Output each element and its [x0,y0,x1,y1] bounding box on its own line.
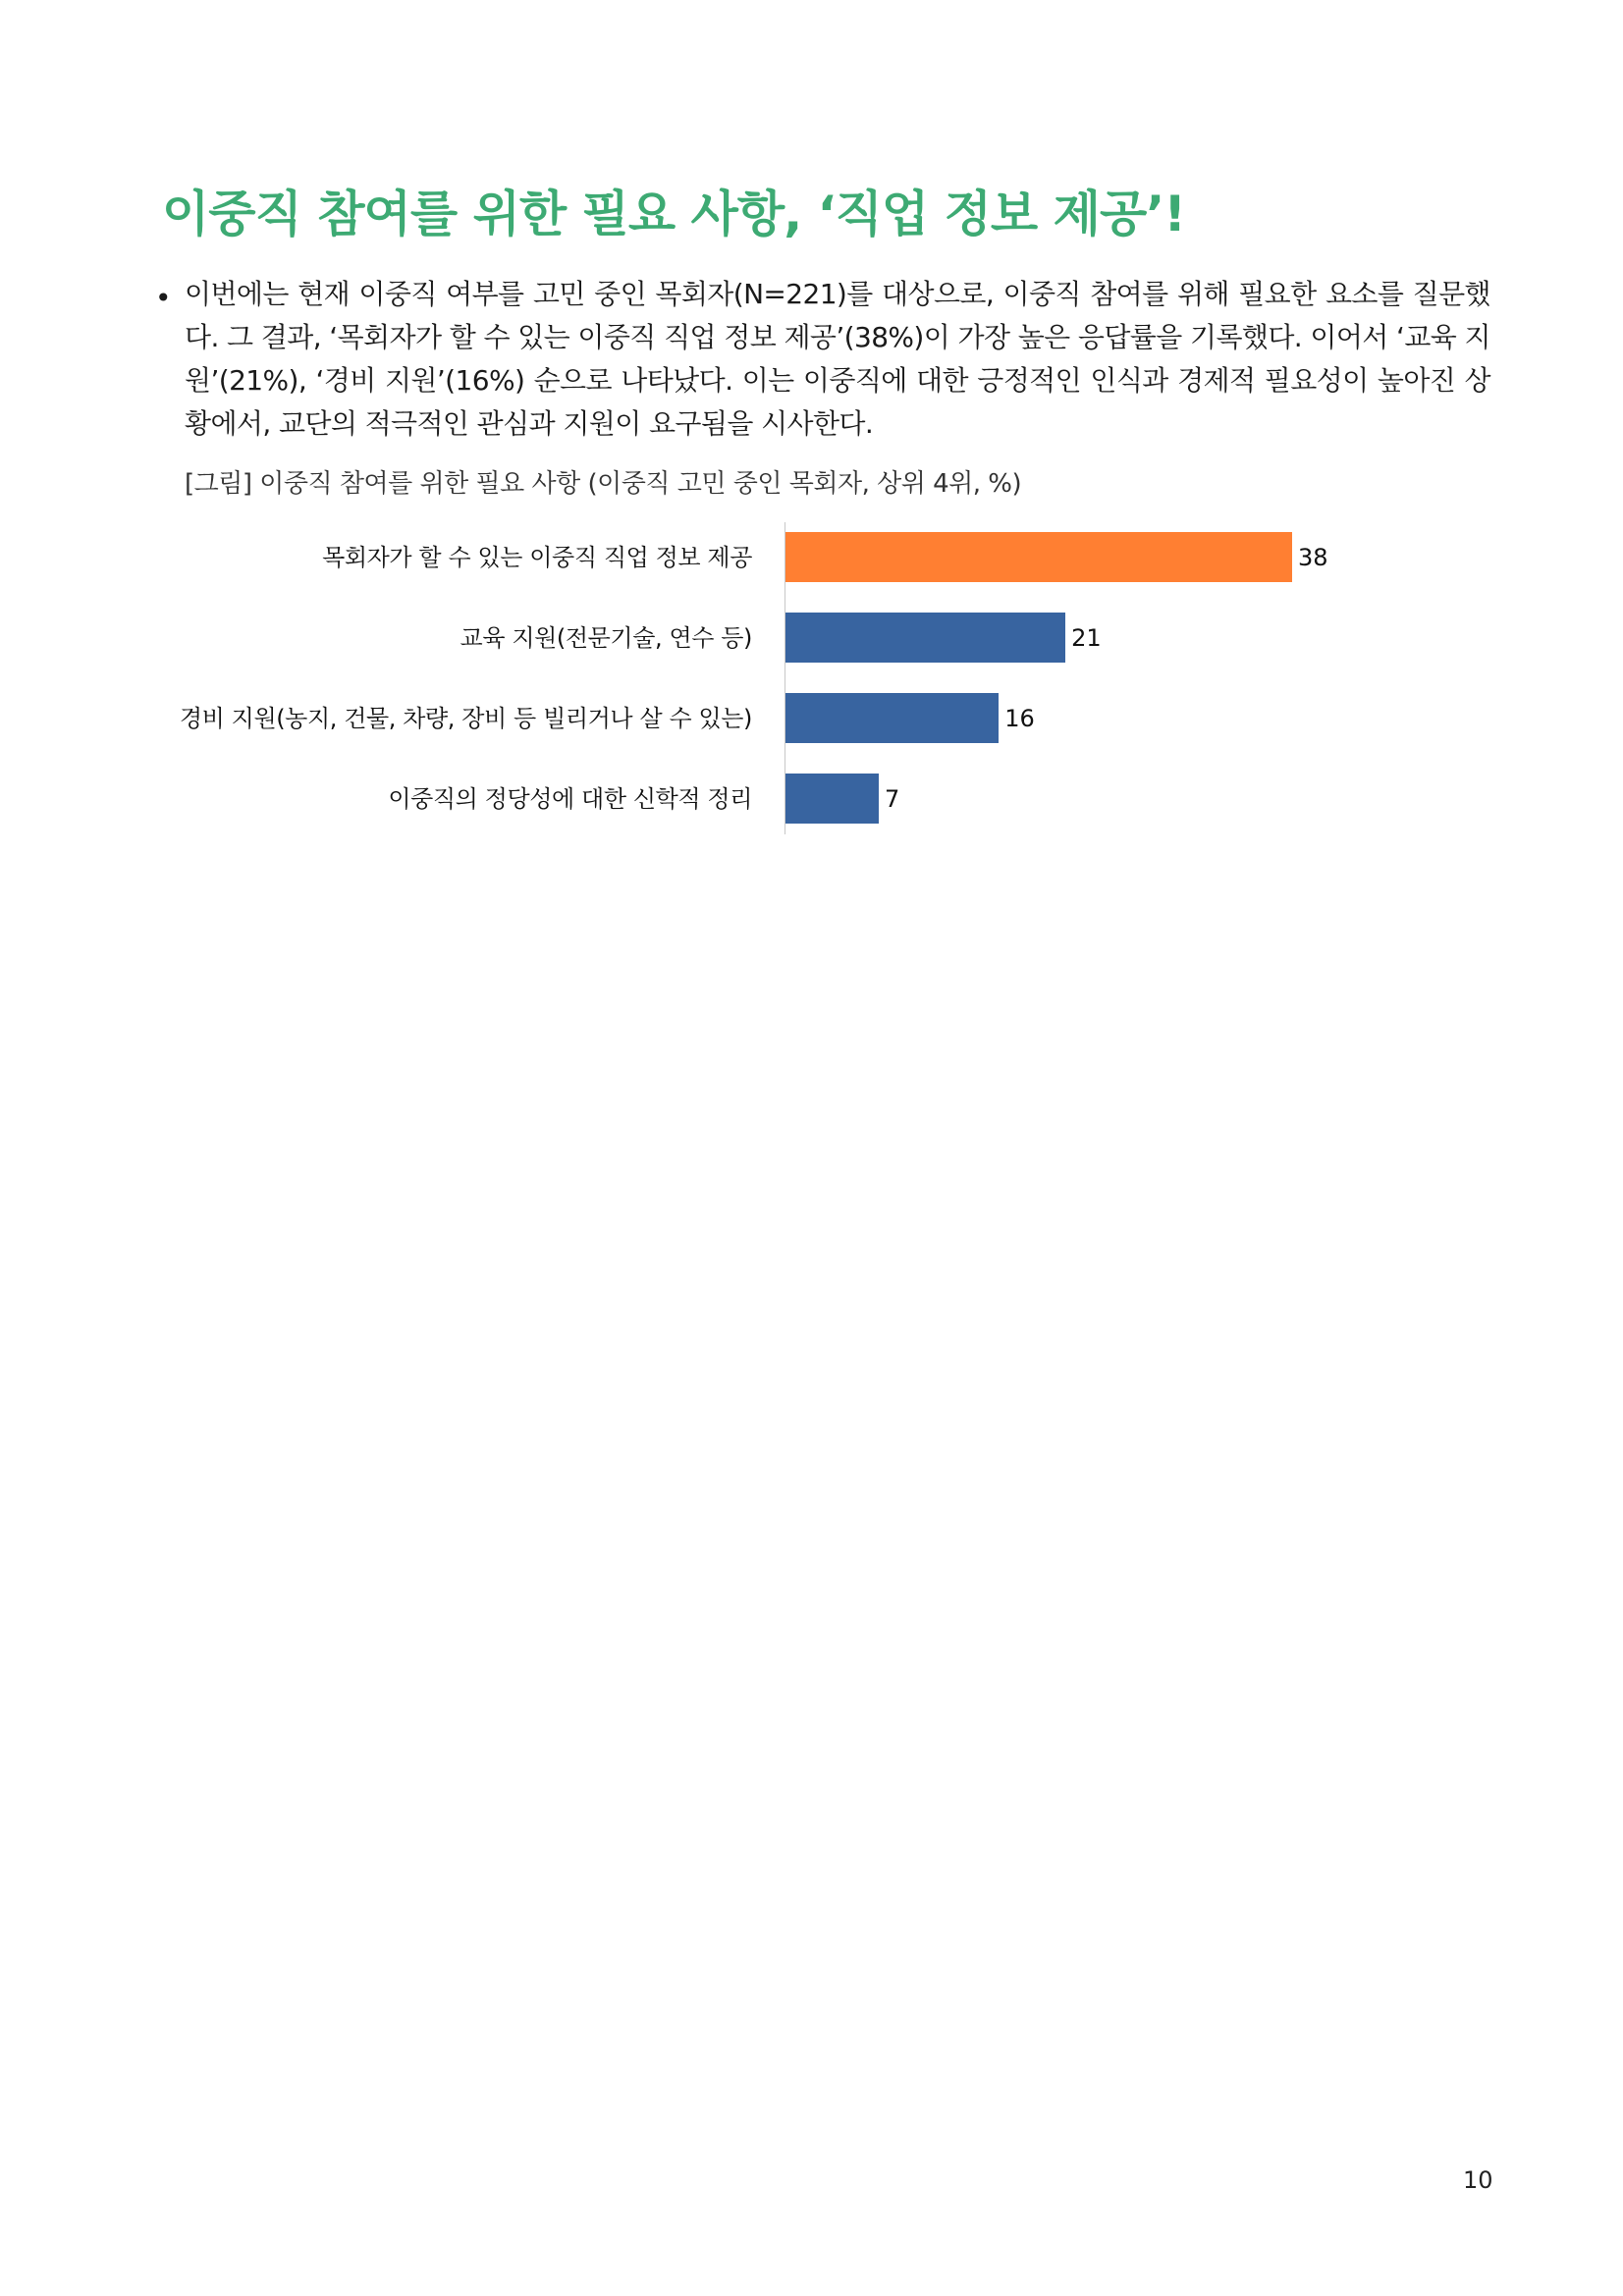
bar-value-label: 16 [1004,704,1035,732]
bar-value-label: 7 [885,784,900,813]
bar [785,774,879,824]
page-title: 이중직 참여를 위한 필요 사항, ‘직업 정보 제공’! [162,186,1186,242]
figure-caption: [그림] 이중직 참여를 위한 필요 사항 (이중직 고민 중인 목회자, 상위 4위, %) [185,469,1022,499]
category-label: 이중직의 정당성에 대한 신학적 정리 [388,784,752,813]
body-paragraph: 이번에는 현재 이중직 여부를 고민 중인 목회자(N=221)를 대상으로, 이중직 참여를 위해 필요한 요소를 질문했다. 그 결과, ‘목회자가 할 수 있는 이중직 직업 정보 제공’(38%)이 가장 높은 응답률을 기록했다. 이어서 ‘교육 지원’(21%), ‘경비 지원’(16%) 순으로 나타났다. 이는 이중직에 대한 긍정적인 인식과 경제적 필요성이 높아진 상황에서, 교단의 적극적인 관심과 지원이 요구됨을 시사한다. [185,278,1490,440]
bar [785,693,999,743]
bar [785,613,1065,663]
bar-value-label: 38 [1298,543,1328,571]
bullet-marker: • [155,282,172,314]
page-number: 10 [1463,2166,1493,2194]
bar [785,532,1292,582]
category-label: 교육 지원(전문기술, 연수 등) [460,623,752,652]
bar-value-label: 21 [1071,623,1102,652]
category-label: 목회자가 할 수 있는 이중직 직업 정보 제공 [322,543,752,571]
category-label: 경비 지원(농지, 건물, 차량, 장비 등 빌리거나 살 수 있는) [179,704,752,732]
